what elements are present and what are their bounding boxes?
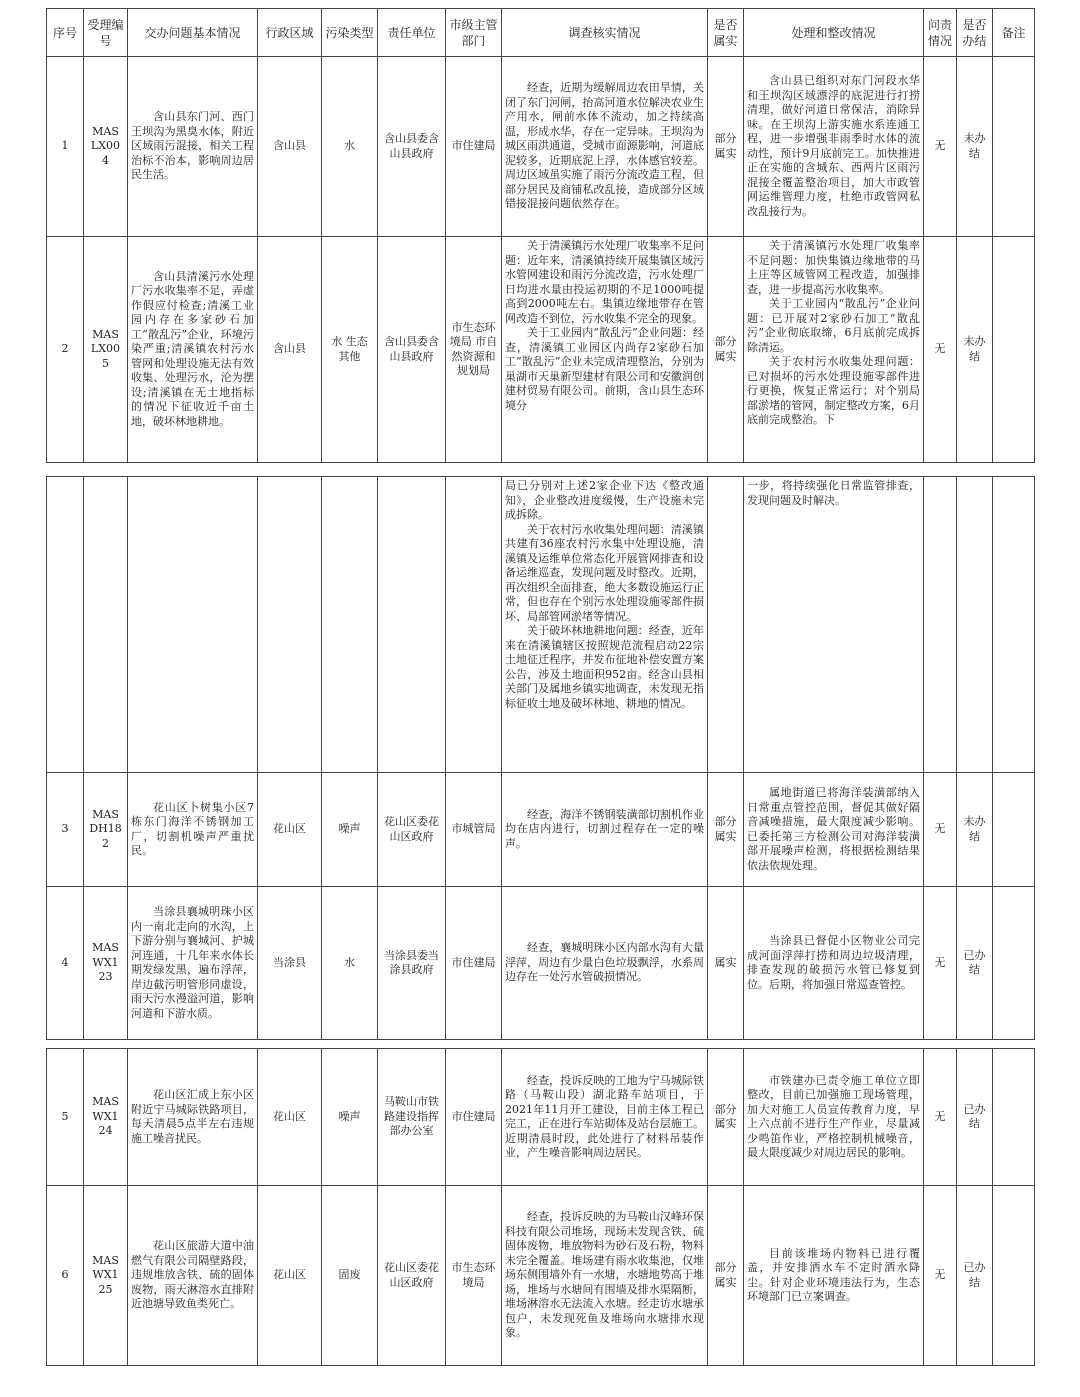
cell-unit: 花山区委花山区政府 (378, 773, 446, 887)
cell-investigation: 经查，近期为缓解周边农田旱情，关闭了东门河闸，抬高河道水位解决农业生产用水，闸前水体不流动，加之持续高温，形成水华，存在一定异味。王坝沟为城区雨洪通道，受城市面源影响，河道底泥较多，近期底泥上浮，水体感官较差。周边区域虽实施了雨污分流改造工程，但部分居民及商铺私改乱接，造成部分区域错接混接问题依然存在。 (502, 57, 708, 237)
cell-investigation (502, 477, 708, 773)
cell-investigation: 经查，投诉反映的工地为宁马城际铁路（马鞍山段）湖北路车站项目，于2021年11月开工建设，目前主体工程已完工，正在进行车站砌体及站台层施工。近期清晨时段，此处进行了材料吊装作业，产生噪音影响周边居民。 (502, 1049, 708, 1186)
cell-handling: 目前该堆场内物料已进行覆盖，并安排洒水车不定时洒水降尘。针对企业环境违法行为，生态环境部门已立案调查。 (744, 1186, 924, 1366)
cell-accountability: 无 (924, 887, 957, 1040)
cell-investigation: 经查，海洋不锈钢装潢部切割机作业均在店内进行，切割过程存在一定的噪声。 (502, 773, 708, 887)
cell-seq: 6 (47, 1186, 84, 1366)
case-table (46, 8, 1035, 463)
cell-closed: 未办结 (957, 237, 993, 463)
handling-para: 关于清溪镇污水处理厂收集率不足问题：加快集镇边缘地带的马上庄等区域管网工程改造，加强排查，进一步提高污水收集率。 (747, 239, 920, 296)
cell-case-no: MAS WX1 24 (84, 1049, 128, 1186)
cell-case-no: MAS WX1 23 (84, 887, 128, 1040)
cell-unit: 马鞍山市铁路建设指挥部办公室 (378, 1049, 446, 1186)
header-handling: 处理和整改情况 (744, 9, 924, 57)
cell-case-no: MAS LX00 5 (84, 237, 128, 463)
cell-pollution: 固废 (322, 1186, 378, 1366)
cell-issue: 花山区旅游大道中油燃气有限公司隔壁路段，违规堆放含铁、硫的固体废物，雨天淋溶水直排附近池塘导致鱼类死亡。 (128, 1186, 258, 1366)
investigation-para: 关于清溪镇污水处理厂收集率不足问题：近年来，清溪镇持续开展集镇区域污水管网建设和雨污分流改造，污水处理厂日均进水量由投运初期的不足1000吨提高到2000吨左右。集镇边缘地带存在管网改造不到位，污水收集不完全的现象。 (505, 239, 704, 325)
handling-para: 关于工业园内“散乱污”企业问题：已开展对2家砂石加工“散乱污”企业彻底取缔，6月底前完成拆除清运。 (747, 297, 920, 354)
cell-closed: 未办结 (957, 773, 993, 887)
cell-pollution: 水 (322, 887, 378, 1040)
cell-handling: 市铁建办已责令施工单位立即整改，目前已加强施工现场管理，加大对施工人员宣传教育力度，早上六点前不进行生产作业，尽量减少鸣笛作业，严格控制机械噪音，最大限度减少对周边居民的影响。 (744, 1049, 924, 1186)
header-issue: 交办问题基本情况 (128, 9, 258, 57)
cell-dept: 市生态环境局 市自然资源和规划局 (446, 237, 502, 463)
cell-unit: 当涂县委当涂县政府 (378, 887, 446, 1040)
cell-investigation: 经查，投诉反映的为马鞍山汉峰环保科技有限公司堆场，现场未发现含铁、硫固体废物，堆放物料为砂石及石粉，物料未完全覆盖。堆场建有雨水收集池，仅堆场东侧围墙外有一水塘，水塘地势高于堆场，堆场与水塘间有围墙及排水渠隔断，堆场淋溶水无法流入水塘。经走访水塘承包户，未发现死鱼及堆场向水塘排水现象。 (502, 1186, 708, 1366)
table-fragment-2 (46, 476, 1034, 1040)
cell-region: 花山区 (258, 1186, 322, 1366)
cell-seq: 3 (47, 773, 84, 887)
cell-closed: 已办结 (957, 1186, 993, 1366)
cell-pollution: 水 (322, 57, 378, 237)
table-header-row (47, 9, 1035, 57)
cell-issue: 含山县清溪污水处理厂污水收集率不足，弄虚作假应付检查;清溪工业园内存在多家砂石加工“散乱污”企业，环境污染严重;清溪镇农村污水管网和处理设施无法有效收集、处理污水，沦为摆设;清溪镇在无土地指标的情况下征收近千亩土地，破坏林地耕地。 (128, 237, 258, 463)
cell-accountability: 无 (924, 1049, 957, 1186)
cell-remarks (993, 773, 1035, 887)
cell-verified: 部分属实 (708, 773, 744, 887)
cell-dept: 市住建局 (446, 1049, 502, 1186)
cell-accountability: 无 (924, 57, 957, 237)
cell-pollution: 水 生态 其他 (322, 237, 378, 463)
cell-unit: 含山县委含山县政府 (378, 57, 446, 237)
cell-verified: 部分属实 (708, 237, 744, 463)
cell-accountability: 无 (924, 1186, 957, 1366)
table-row (47, 1049, 1035, 1186)
table-row (47, 1186, 1035, 1366)
investigation-para: 局已分别对上述2家企业下达《整改通知》，企业整改进度缓慢，生产设施未完成拆除。 (505, 479, 704, 521)
header-remarks: 备注 (993, 9, 1035, 57)
header-case-no: 受理编号 (84, 9, 128, 57)
table-row (47, 237, 1035, 463)
header-investigation: 调查核实情况 (502, 9, 708, 57)
cell-pollution: 噪声 (322, 1049, 378, 1186)
cell-handling: 当涂县已督促小区物业公司完成河面浮萍打捞和周边垃圾清理，排查发现的破损污水管已修复到位。后期，将加强日常巡查管控。 (744, 887, 924, 1040)
cell-remarks (993, 1186, 1035, 1366)
handling-para: 一步，将持续强化日常监管排查，发现问题及时解决。 (747, 479, 920, 507)
investigation-para: 关于农村污水收集处理问题：清溪镇共建有36座农村污水集中处理设施，清溪镇及运维单位常态化开展管网排查和设备运维巡查，发现问题及时整改。近期，再次组织全面排查，绝大多数设施运行正常，但也存在个别污水处理设施零部件损坏、局部管网淤堵等情况。 (505, 522, 704, 623)
cell-region: 花山区 (258, 1049, 322, 1186)
cell-remarks (993, 1049, 1035, 1186)
table-fragment-1 (46, 8, 1034, 463)
cell-verified: 部分属实 (708, 1049, 744, 1186)
cell-investigation: 经查，襄城明珠小区内部水沟有大量浮萍，周边有少量白色垃圾飘浮，水系周边存在一处污水管破损情况。 (502, 887, 708, 1040)
table-row (47, 773, 1035, 887)
cell-pollution: 噪声 (322, 773, 378, 887)
table-row-continued (47, 477, 1035, 773)
header-dept: 市级主管部门 (446, 9, 502, 57)
cell-region: 含山县 (258, 57, 322, 237)
cell-remarks (993, 57, 1035, 237)
cell-region: 当涂县 (258, 887, 322, 1040)
cell-dept: 市住建局 (446, 887, 502, 1040)
cell-region: 花山区 (258, 773, 322, 887)
header-pollution: 污染类型 (322, 9, 378, 57)
cell-closed: 已办结 (957, 1049, 993, 1186)
header-accountability: 问责情况 (924, 9, 957, 57)
cell-issue: 花山区汇成上东小区附近宁马城际铁路项目，每天清晨5点半左右违规施工噪音扰民。 (128, 1049, 258, 1186)
cell-seq: 5 (47, 1049, 84, 1186)
investigation-para: 关于破坏林地耕地问题：经查，近年来在清溪镇辖区按照规范流程启动22宗土地征迁程序，并发布征地补偿安置方案公告，涉及土地面积952亩。经含山县相关部门及属地乡镇实地调查，未发现无指标征收土地及破坏林地、耕地的情况。 (505, 624, 704, 710)
cell-seq: 1 (47, 57, 84, 237)
cell-issue: 花山区卜树集小区7栋东门海洋不锈钢加工厂，切割机噪声严重扰民。 (128, 773, 258, 887)
cell-seq: 2 (47, 237, 84, 463)
cell-region: 含山县 (258, 237, 322, 463)
table-row (47, 887, 1035, 1040)
cell-handling: 属地街道已将海洋装潢部纳入日常重点管控范围，督促其做好隔音减噪措施，最大限度减少影响。已委托第三方检测公司对海洋装潢部开展噪声检测，将根据检测结果依法依规处理。 (744, 773, 924, 887)
cell-seq: 4 (47, 887, 84, 1040)
table-row (47, 57, 1035, 237)
table-fragment-3 (46, 1048, 1034, 1366)
cell-handling (744, 477, 924, 773)
cell-unit: 含山县委含山县政府 (378, 237, 446, 463)
cell-accountability: 无 (924, 237, 957, 463)
cell-handling: 含山县已组织对东门河段水华和王坝沟区域漂浮的底泥进行打捞清理，做好河道日常保洁，消除异味。在王坝沟上游实施水系连通工程，进一步增强非雨季时水体的流动性，预计9月底前完工。加快推进正在实施的含城东、西两片区雨污混接全覆盖整治项目，加大市政管网运维管理力度，杜绝市政管网私改乱接行为。 (744, 57, 924, 237)
cell-case-no: MAS LX00 4 (84, 57, 128, 237)
cell-case-no: MAS DH18 2 (84, 773, 128, 887)
cell-case-no: MAS WX1 25 (84, 1186, 128, 1366)
cell-remarks (993, 237, 1035, 463)
cell-issue: 含山县东门河、西门王坝沟为黑臭水体，附近区域雨污混接，相关工程治标不治本，影响周边居民生活。 (128, 57, 258, 237)
cell-verified: 部分属实 (708, 57, 744, 237)
cell-closed: 已办结 (957, 887, 993, 1040)
cell-dept: 市城管局 (446, 773, 502, 887)
handling-para: 关于农村污水收集处理问题：已对损坏的污水处理设施零部件进行更换，恢复正常运行；对个别局部淤堵的管网，制定整改方案，6月底前完成整治。下 (747, 355, 920, 426)
header-region: 行政区域 (258, 9, 322, 57)
investigation-para: 关于工业园内“散乱污”企业问题：经查，清溪镇工业园区内尚存2家砂石加工“散乱污”企业未完成清理整治，分别为巢湖市天巢新型建材有限公司和安徽润创建材贸易有限公司。前期，含山县生态环境分 (505, 326, 704, 412)
cell-verified: 部分属实 (708, 1186, 744, 1366)
cell-closed: 未办结 (957, 57, 993, 237)
case-table-continued (46, 1048, 1035, 1366)
cell-unit: 花山区委花山区政府 (378, 1186, 446, 1366)
header-verified: 是否属实 (708, 9, 744, 57)
header-seq: 序号 (47, 9, 84, 57)
cell-verified: 属实 (708, 887, 744, 1040)
cell-dept: 市住建局 (446, 57, 502, 237)
cell-accountability: 无 (924, 773, 957, 887)
case-table-continued (46, 476, 1035, 1040)
header-unit: 责任单位 (378, 9, 446, 57)
cell-issue: 当涂县襄城明珠小区内一南北走向的水沟，上下游分别与襄城河、护城河连通，十几年来水体长期发绿发黑，遍布浮萍，岸边截污明管形同虚设，雨天污水漫溢河道，影响河道和下游水质。 (128, 887, 258, 1040)
cell-investigation (502, 237, 708, 463)
cell-handling (744, 237, 924, 463)
header-closed: 是否办结 (957, 9, 993, 57)
cell-dept: 市生态环境局 (446, 1186, 502, 1366)
cell-remarks (993, 887, 1035, 1040)
